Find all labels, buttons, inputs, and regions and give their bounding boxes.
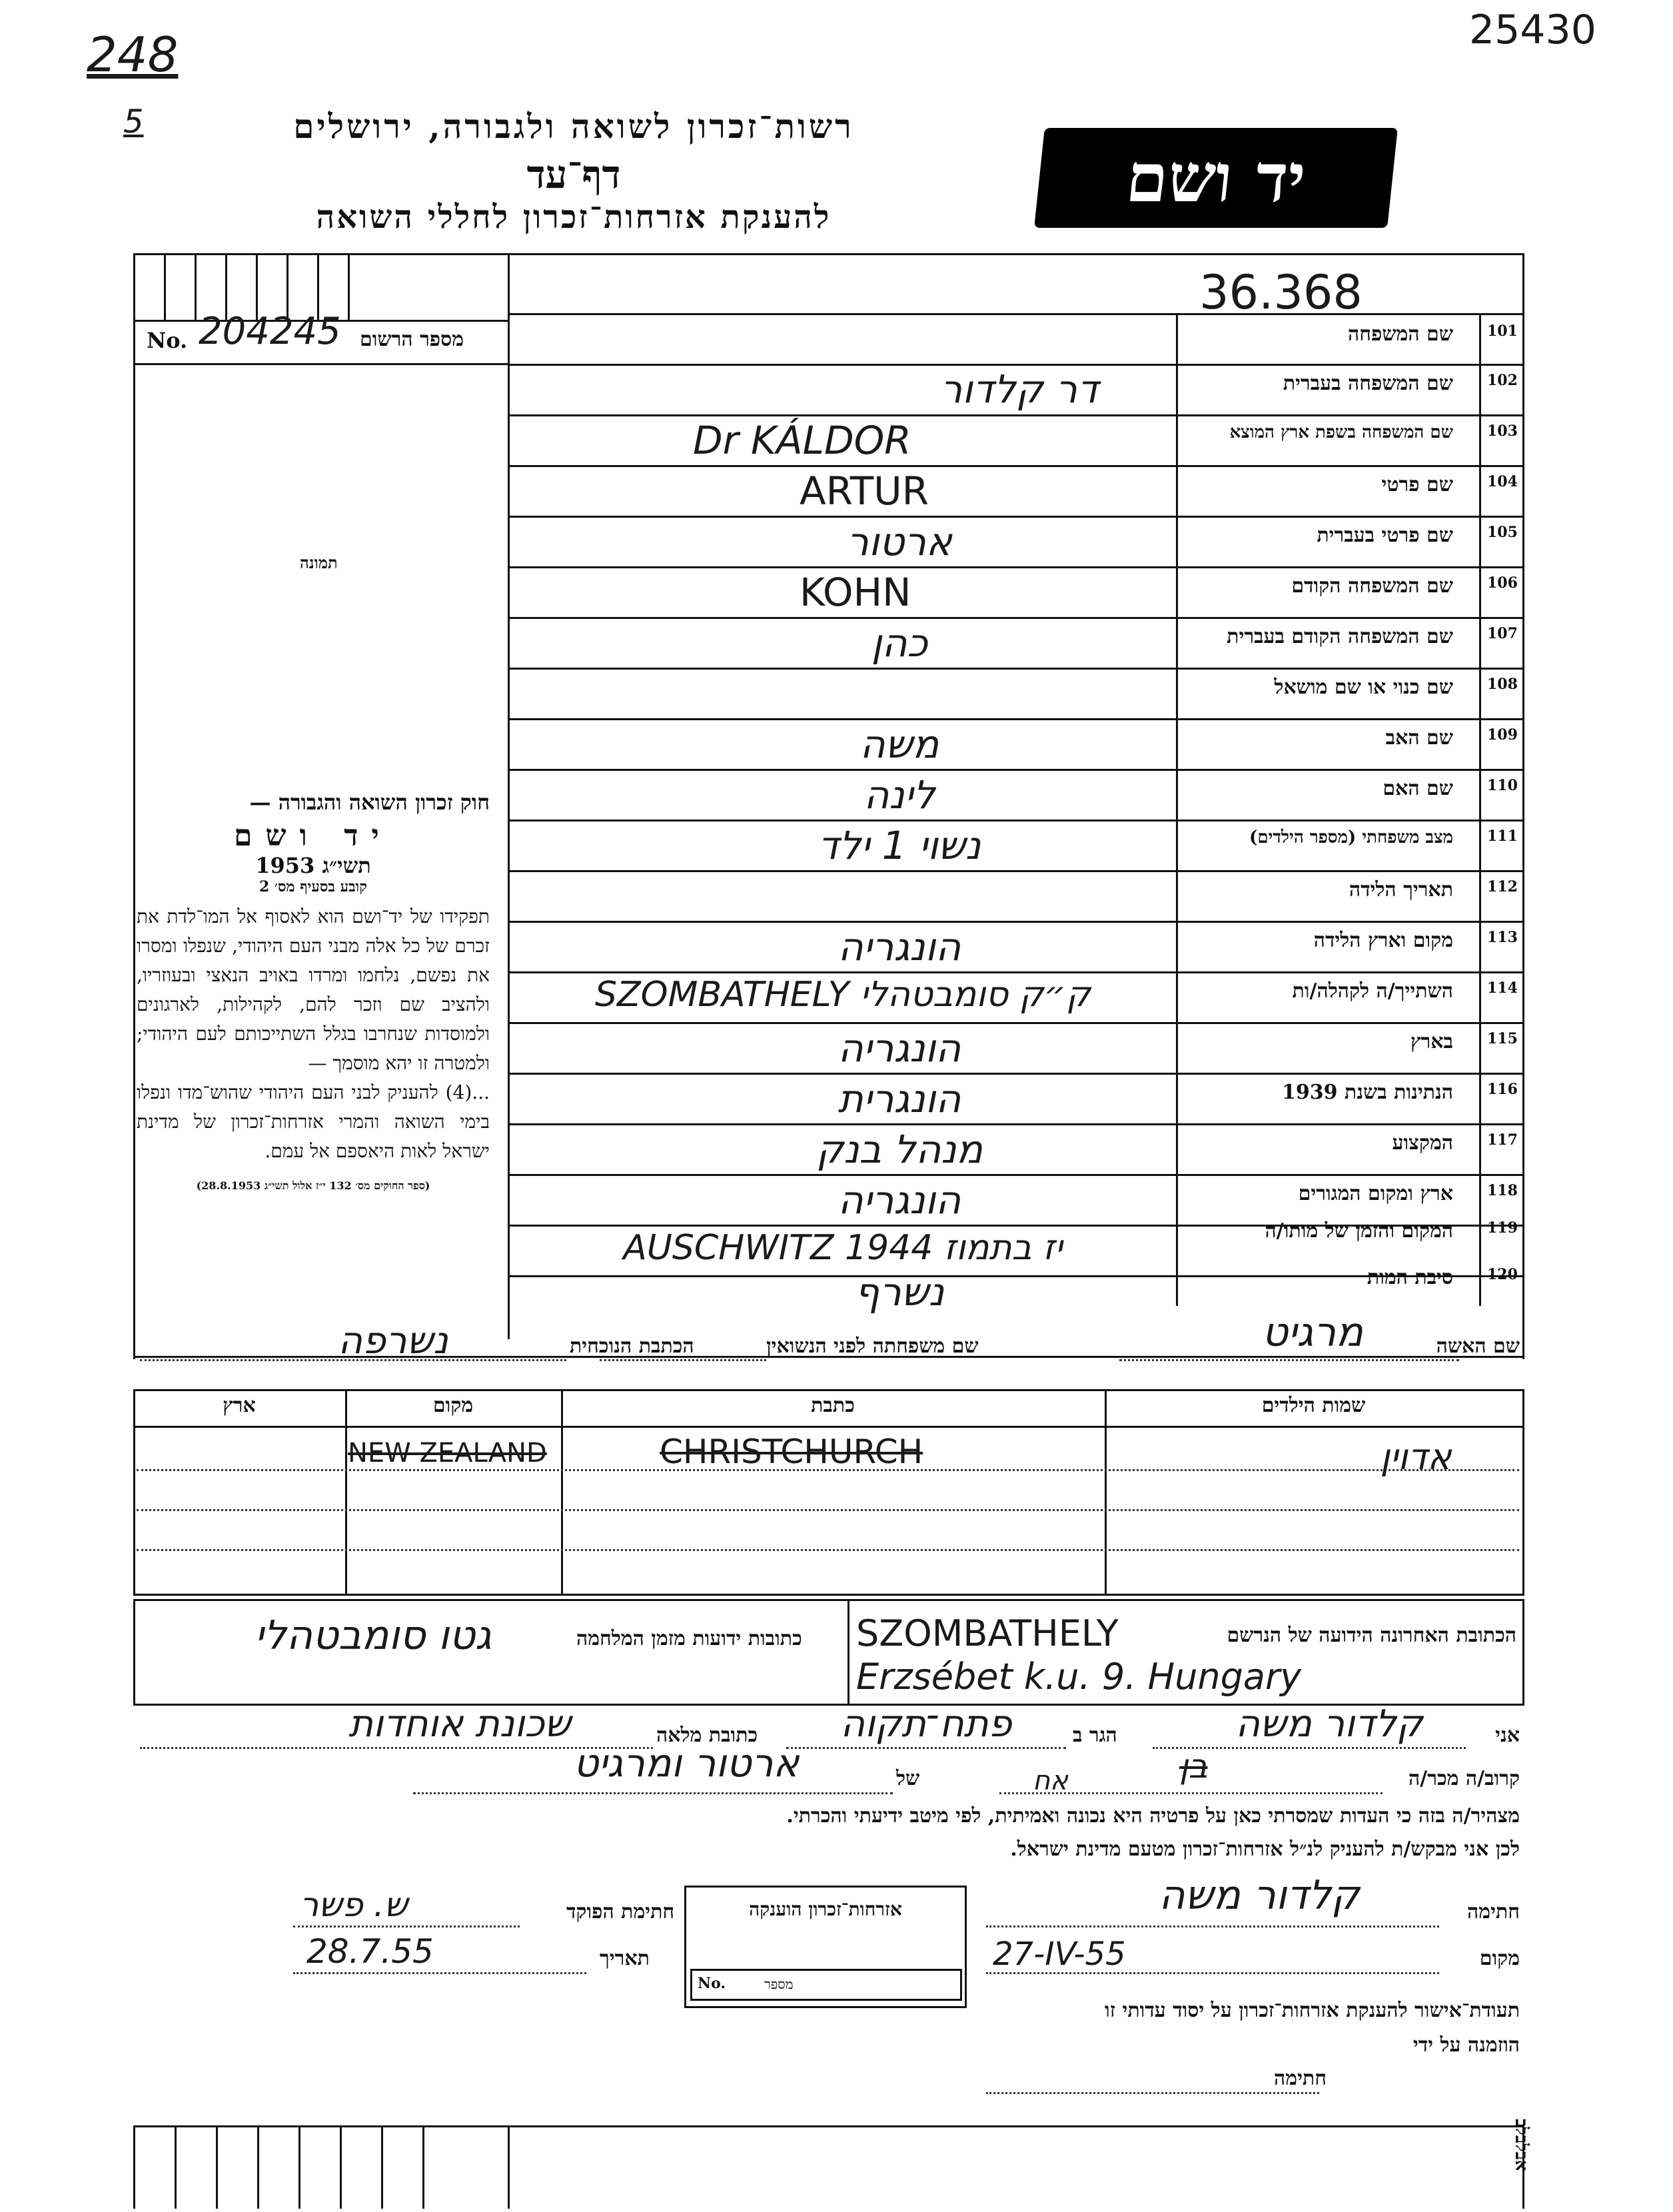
declarant-lives-label: הגר ב (1073, 1724, 1117, 1747)
field-value-cause-of-death: נשרף (854, 1269, 945, 1315)
field-label-first-name: שם פרטי (1381, 473, 1453, 496)
declarant-city: פתח־תקוה (840, 1702, 1012, 1746)
officer-signature-label: חתימת הפוקד (566, 1900, 675, 1924)
field-label-death-place-time: המקום והזמן של מותו/ה (1265, 1219, 1453, 1243)
signature-value: קלדור משה (1159, 1872, 1360, 1919)
page-sub-number: 5 (123, 103, 144, 141)
form-subtitle: להענקת אזרחות־זכרון לחללי השואה (316, 199, 832, 236)
field-num-101: 101 (1487, 322, 1518, 340)
declarant-address-label: כתובת מלאה (656, 1724, 758, 1747)
field-label-country: בארץ (1410, 1030, 1453, 1053)
place-value: 27-IV-55 (993, 1936, 1126, 1973)
relative-label: קרוב/ה מכר/ה (1408, 1767, 1520, 1790)
field-value-community: ק״ק סומבטהלי SZOMBATHELY (595, 975, 1091, 1015)
field-value-birth-place: הונגריה (837, 924, 961, 969)
certificate-signature-label: חתימה (1274, 2067, 1327, 2090)
citizenship-box-num-label: מספר (764, 1976, 794, 1992)
field-num-111: 111 (1487, 828, 1518, 845)
field-label-previous-family-name: שם המשפחה הקודם (1291, 574, 1453, 598)
field-label-family-name: שם המשפחה (1347, 322, 1453, 346)
file-number: 36.368 (1199, 265, 1363, 320)
field-value-father-name: משה (859, 722, 939, 767)
field-num-116: 116 (1487, 1081, 1518, 1098)
page-number: 248 (87, 27, 179, 83)
field-num-110: 110 (1487, 777, 1518, 794)
declarant-address: שכונת אוחדות (348, 1702, 571, 1746)
relation-struck: בן (1179, 1747, 1208, 1786)
field-value-profession: מנהל בנק (816, 1127, 983, 1172)
declarant-i-label: אני (1495, 1724, 1520, 1747)
certificate-text: תעודת־אישור להענקת אזרחות־זכרון על יסוד עדותי זו (1105, 1999, 1520, 2022)
wife-address-label: הכתבת הנוכחית (570, 1335, 694, 1358)
certificate-ordered-label: הוזמנה על ידי (1412, 2033, 1520, 2057)
field-label-community: השתייך/ה לקהלה/ות (1292, 979, 1453, 1003)
archive-number: 25430 (1469, 7, 1596, 53)
field-num-106: 106 (1487, 574, 1518, 592)
officer-date-value: 28.7.55 (306, 1932, 434, 1971)
law-title: חוק זכרון השואה והגבורה — (249, 790, 490, 815)
declaration-statement-1: מצהיר/ה בזה כי העדות שמסרתי כאן על פרטיה היא נכונה ואמיתית, לפי מיטב ידיעתי והכרתי. (786, 1804, 1520, 1828)
relation-value: אח (1033, 1766, 1068, 1796)
registration-number: 204245 (199, 310, 341, 353)
field-num-113: 113 (1487, 929, 1518, 946)
law-year: תשי״ג 1953 (255, 853, 371, 878)
children-header-place: מקום (432, 1394, 474, 1417)
child-name: אדוין (1380, 1436, 1452, 1478)
field-num-118: 118 (1487, 1182, 1518, 1199)
wife-name: מרגיט (1262, 1309, 1363, 1356)
field-value-previous-family-name: KOHN (800, 570, 911, 615)
of-label: של (896, 1767, 920, 1790)
officer-signature-value: ש. פשר (300, 1886, 408, 1924)
field-num-104: 104 (1487, 473, 1518, 490)
field-value-first-name: ARTUR (800, 468, 929, 514)
declarant-name: קלדור משה (1235, 1702, 1423, 1746)
children-header-address: כתבת (811, 1394, 855, 1417)
field-label-family-name-origin: שם המשפחה בשפת ארץ המוצא (1229, 422, 1453, 442)
law-text-2: ...(4) להעניק לבני העם היהודי שהוש־מדו ונפלו בימי השואה והמרי אזרחות־זכרון של מדינת ישראל לאות היאספם אל עמם. (137, 1081, 490, 1162)
field-value-country: הונגריה (837, 1025, 961, 1071)
field-label-birth-date: תאריך הלידה (1349, 878, 1453, 901)
field-value-citizenship-1939: הונגרית (837, 1076, 961, 1121)
field-value-marital-status: נשוי 1 ילד (818, 823, 981, 868)
last-address-line-1: SZOMBATHELY (856, 1612, 1119, 1654)
form-title: דף־עד (526, 152, 621, 197)
yad-vashem-logo (1034, 128, 1398, 228)
signature-label: חתימה (1467, 1900, 1520, 1924)
last-address-label: הכתובת האחרונה הידועה של הנרשם (1227, 1624, 1516, 1647)
field-num-119: 119 (1487, 1219, 1518, 1237)
institution-name: רשות־זכרון לשואה ולגבורה, ירושלים (293, 107, 854, 146)
citizenship-box-no-area (690, 1969, 962, 2001)
wife-maiden-label: שם משפחתה לפני הנשואין (766, 1335, 979, 1358)
field-label-mother-name: שם האם (1383, 777, 1453, 800)
field-label-marital-status: מצב משפחתי (מספר הילדים) (1249, 828, 1453, 847)
of-value: ארטור ומרגיט (573, 1740, 800, 1786)
citizenship-box-no-label: No. (698, 1975, 726, 1992)
wife-address: נשרפה (338, 1319, 448, 1363)
field-value-family-name-origin: Dr KÁLDOR (693, 418, 911, 463)
field-num-117: 117 (1487, 1131, 1518, 1149)
field-num-109: 109 (1487, 726, 1518, 744)
citizenship-box-title: אזרחות־זכרון הוענקה (749, 1898, 902, 1920)
field-num-107: 107 (1487, 625, 1518, 642)
field-value-family-name-hebrew: דר קלדור (940, 366, 1099, 412)
registration-no-label: No. (147, 328, 188, 353)
citizenship-granted-box (684, 1886, 967, 2008)
wife-label: שם האשה (1436, 1335, 1520, 1358)
field-num-103: 103 (1487, 422, 1518, 440)
registration-label: מספר הרשום (360, 328, 464, 351)
field-label-father-name: שם האב (1385, 726, 1453, 750)
field-num-102: 102 (1487, 372, 1518, 389)
field-value-mother-name: לינה (863, 772, 935, 818)
declaration-statement-2: לכן אני מבקש/ת להעניק לנ״ל אזרחות־זכרון מטעם מדינת ישראל. (1010, 1838, 1520, 1861)
field-label-citizenship-1939: הנתינות בשנת 1939 (1281, 1081, 1453, 1104)
field-num-112: 112 (1487, 878, 1518, 895)
field-value-residence: הונגריה (837, 1177, 961, 1223)
photo-label: תמונה (300, 553, 338, 572)
field-num-108: 108 (1487, 676, 1518, 693)
field-label-first-name-hebrew: שם פרטי בעברית (1317, 524, 1453, 547)
field-num-115: 115 (1487, 1030, 1518, 1047)
child-address: CHRISTCHURCH (660, 1432, 923, 1471)
field-label-birth-place: מקום וארץ הלידה (1313, 929, 1453, 952)
law-block (137, 790, 490, 1193)
field-label-previous-family-name-hebrew: שם המשפחה הקודם בעברית (1227, 625, 1453, 648)
field-num-105: 105 (1487, 524, 1518, 541)
war-address-label: כתובות ידועות מזמן המלחמה (576, 1627, 802, 1650)
field-num-120: 120 (1487, 1266, 1518, 1283)
law-clause: קובע בסעיף מס׳ 2 (259, 878, 368, 895)
children-header-names: שמות הילדים (1261, 1394, 1366, 1417)
field-num-114: 114 (1487, 979, 1518, 997)
last-address-line-2: Erzsébet k.u. 9. Hungary (856, 1656, 1302, 1698)
place-label: מקום (1479, 1947, 1520, 1970)
logo-text: יד ושם (1122, 139, 1310, 217)
law-citation: (ספר החוקים מס׳ 132 י״ז אלול תשי״ג 28.8.1953) (196, 1179, 430, 1192)
field-label-profession: המקצוע (1392, 1131, 1453, 1155)
side-stamp: אבלבלב (1511, 2119, 1531, 2171)
war-address-value: גטו סומבטהלי (255, 1612, 492, 1659)
field-label-nickname: שם כנוי או שם מושאל (1274, 676, 1453, 699)
field-value-previous-family-name-hebrew: כהן (871, 620, 928, 666)
law-name: יד ושם (234, 819, 392, 853)
field-label-residence: ארץ ומקום המגורים (1298, 1182, 1453, 1205)
field-value-death-place-time: יז בתמוז 1944 AUSCHWITZ (623, 1228, 1063, 1268)
field-label-family-name-hebrew: שם המשפחה בעברית (1283, 372, 1453, 395)
law-text: תפקידו של יד־ושם הוא לאסוף אל המו־לדת את זכרם של כל אלה מבני העם היהודי, שנפלו ומסרו את נפשם, נלחמו ומרדו באויב הנאצי ובעוזריו, ולהציב שם וזכר להם, לקהילות, לארגונים ולמוסדות שנחרבו בגלל השתייכותם לעם היהודי; ולמטרה זו יהא מוסמך — (137, 905, 490, 1074)
children-header-country: ארץ (223, 1394, 256, 1417)
child-place: NEW ZEALAND (348, 1438, 547, 1468)
officer-date-label: תאריך (600, 1947, 650, 1970)
field-label-cause-of-death: סיבת המות (1367, 1266, 1453, 1289)
field-value-first-name-hebrew: ארטור (847, 519, 952, 564)
